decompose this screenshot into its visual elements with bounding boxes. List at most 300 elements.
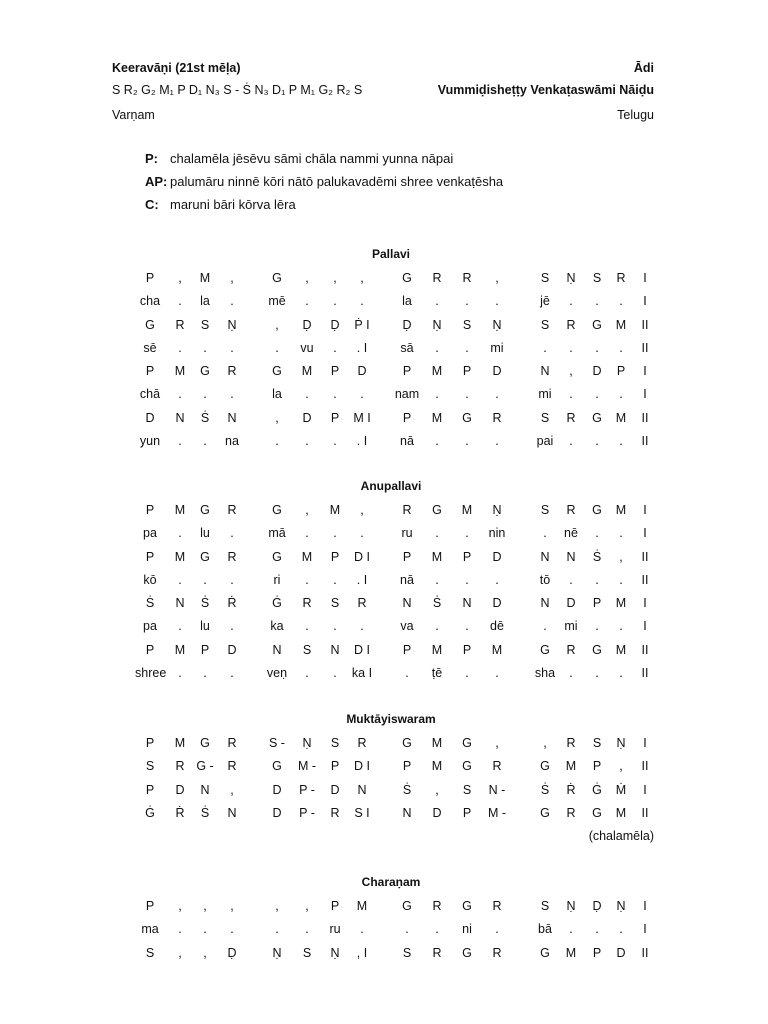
notation-cell: G bbox=[432, 503, 442, 517]
notation-cell: Ṇ bbox=[227, 317, 237, 332]
notation-rows bbox=[0, 732, 768, 825]
notation-cell: . bbox=[595, 619, 599, 634]
notation-cell: . bbox=[619, 619, 623, 634]
notation-cell: G bbox=[462, 736, 472, 750]
section-pallavi bbox=[0, 243, 768, 453]
notation-cell: D bbox=[145, 410, 155, 425]
notation-cell: . bbox=[435, 619, 439, 634]
notation-cell: tō bbox=[539, 572, 551, 587]
notation-cell: . bbox=[203, 434, 207, 449]
bar-line: I bbox=[643, 782, 647, 797]
notation-cell: . bbox=[435, 340, 439, 355]
notation-cell: . bbox=[405, 666, 409, 681]
notation-cell: P bbox=[330, 759, 340, 774]
notation-cell: la bbox=[272, 387, 282, 402]
notation-cell: R bbox=[402, 503, 412, 517]
notation-cell: . bbox=[495, 294, 499, 309]
notation-cell: Ṡ bbox=[402, 782, 412, 797]
notation-cell: N bbox=[566, 549, 576, 564]
notation-cell: D bbox=[616, 945, 626, 960]
notation-cell: pa bbox=[143, 526, 157, 541]
notation-cell: N bbox=[540, 549, 550, 564]
notation-cell: . bbox=[203, 340, 207, 355]
notation-cell: P bbox=[145, 782, 155, 797]
notation-cell: Ṡ bbox=[432, 596, 442, 611]
notation-cell: R bbox=[175, 759, 185, 774]
notation-cell: Ḍ bbox=[330, 317, 340, 332]
notation-row bbox=[0, 615, 768, 638]
notation-cell: M bbox=[431, 759, 443, 774]
bar-line: II bbox=[641, 434, 649, 449]
notation-cell: Ṁ bbox=[615, 782, 627, 797]
notation-cell: R bbox=[462, 271, 472, 285]
notation-cell: , bbox=[230, 782, 234, 797]
notation-cell: M bbox=[431, 410, 443, 425]
notation-cell: R bbox=[492, 945, 502, 960]
notation-cell: D bbox=[227, 642, 237, 657]
notation-row bbox=[0, 337, 768, 360]
composer-name: Vummiḍisheṭṭy Venkaṭaswāmi Nāiḍu bbox=[437, 83, 654, 97]
notation-cell: . bbox=[543, 526, 547, 541]
notation-cell: ma bbox=[141, 922, 159, 937]
notation-cell: M bbox=[565, 945, 577, 960]
notation-cell: . bbox=[230, 526, 234, 541]
notation-cell: R bbox=[492, 899, 502, 913]
notation-cell: G bbox=[592, 317, 602, 332]
notation-cell: S bbox=[592, 271, 602, 285]
notation-cell: . bbox=[619, 340, 623, 355]
notation-row bbox=[0, 383, 768, 406]
notation-cell: . bbox=[569, 387, 573, 402]
notation-cell: . I bbox=[356, 340, 368, 355]
notation-row bbox=[0, 430, 768, 453]
notation-cell: S bbox=[200, 317, 210, 332]
notation-cell: , bbox=[178, 271, 182, 285]
notation-cell: , I bbox=[356, 945, 368, 960]
notation-cell: R bbox=[227, 364, 237, 379]
notation-cell: Ṇ bbox=[272, 945, 282, 960]
notation-cell: G bbox=[462, 410, 472, 425]
notation-row bbox=[0, 360, 768, 383]
notation-cell: . bbox=[619, 526, 623, 541]
notation-cell: . bbox=[203, 572, 207, 587]
notation-cell: ṭē bbox=[431, 666, 443, 681]
notation-cell: P bbox=[200, 642, 210, 657]
notation-cell: P bbox=[592, 945, 602, 960]
notation-cell: Ṇ bbox=[566, 271, 576, 285]
notation-cell: . bbox=[360, 922, 364, 937]
notation-cell: Ṇ bbox=[492, 317, 502, 332]
scale-text: S R₂ G₂ M₁ P D₁ N₃ S - Ṡ N₃ D₁ P M₁ G₂ R₂ S bbox=[112, 83, 363, 97]
notation-cell: D bbox=[175, 782, 185, 797]
notation-cell: . I bbox=[356, 434, 368, 449]
notation-cell: N bbox=[462, 596, 472, 611]
notation-cell: Ḍ bbox=[302, 317, 312, 332]
notation-cell: . bbox=[178, 340, 182, 355]
notation-rows bbox=[0, 267, 768, 453]
notation-cell: . bbox=[435, 434, 439, 449]
bar-line: II bbox=[641, 317, 649, 332]
section-title: Pallavi bbox=[371, 247, 411, 261]
notation-cell: , bbox=[203, 899, 207, 913]
notation-rows bbox=[0, 499, 768, 685]
notation-cell: . bbox=[230, 619, 234, 634]
notation-cell: bā bbox=[538, 922, 552, 937]
language-text: Telugu bbox=[617, 108, 654, 122]
notation-cell: G - bbox=[196, 759, 214, 774]
notation-cell: P bbox=[330, 410, 340, 425]
notation-cell: G bbox=[272, 549, 282, 564]
lyrics-line bbox=[145, 170, 503, 193]
notation-row bbox=[0, 895, 768, 918]
notation-cell: veṇ bbox=[266, 666, 288, 681]
notation-cell: S bbox=[462, 782, 472, 797]
notation-cell: . bbox=[305, 434, 309, 449]
notation-cell: Ṙ bbox=[175, 805, 185, 820]
notation-cell: . bbox=[465, 619, 469, 634]
notation-cell: M bbox=[431, 642, 443, 657]
notation-cell: G bbox=[462, 759, 472, 774]
notation-cell: . bbox=[495, 666, 499, 681]
notation-cell: . bbox=[178, 294, 182, 309]
notation-cell: . bbox=[619, 294, 623, 309]
notation-cell: . bbox=[230, 387, 234, 402]
section-charanam bbox=[0, 871, 768, 965]
notation-row bbox=[0, 592, 768, 615]
notation-cell: ri bbox=[273, 572, 281, 587]
notation-cell: M bbox=[431, 364, 443, 379]
notation-cell: . bbox=[230, 922, 234, 937]
notation-cell: , bbox=[569, 364, 573, 379]
bar-line: II bbox=[641, 410, 649, 425]
notation-cell: . bbox=[305, 572, 309, 587]
notation-cell: . bbox=[619, 666, 623, 681]
notation-cell: R bbox=[302, 596, 312, 611]
notation-cell: Ṇ bbox=[330, 945, 340, 960]
notation-cell: Ṙ bbox=[227, 596, 237, 611]
notation-cell: S bbox=[402, 945, 412, 960]
notation-cell: R bbox=[566, 503, 576, 517]
notation-cell: ka I bbox=[351, 666, 373, 681]
bar-line: II bbox=[641, 805, 649, 820]
notation-cell: lu bbox=[200, 619, 210, 634]
notation-cell: Ṙ bbox=[566, 782, 576, 797]
bar-line: II bbox=[641, 572, 649, 587]
notation-cell: Ṡ bbox=[540, 782, 550, 797]
notation-cell: . bbox=[333, 619, 337, 634]
bar-line: I bbox=[643, 364, 647, 379]
notation-cell: D bbox=[432, 805, 442, 820]
notation-cell: sā bbox=[400, 340, 414, 355]
lyrics-line bbox=[145, 193, 503, 216]
notation-cell: N bbox=[402, 805, 412, 820]
notation-cell: M bbox=[615, 596, 627, 611]
notation-cell: . bbox=[333, 666, 337, 681]
notation-cell: , bbox=[305, 271, 309, 285]
notation-cell: , bbox=[495, 736, 499, 750]
notation-cell: G bbox=[540, 945, 550, 960]
notation-cell: P bbox=[330, 549, 340, 564]
notation-row bbox=[0, 639, 768, 662]
notation-cell: . bbox=[465, 387, 469, 402]
notation-cell: S I bbox=[354, 805, 370, 820]
notation-cell: . bbox=[495, 572, 499, 587]
notation-cell: R bbox=[566, 317, 576, 332]
notation-cell: . bbox=[619, 387, 623, 402]
notation-cell: G bbox=[540, 759, 550, 774]
notation-cell: R bbox=[566, 410, 576, 425]
notation-cell: nā bbox=[400, 434, 414, 449]
notation-cell: . bbox=[230, 572, 234, 587]
notation-cell: D bbox=[272, 782, 282, 797]
notation-cell: M bbox=[199, 271, 211, 285]
notation-cell: Ṇ bbox=[432, 317, 442, 332]
notation-cell: . bbox=[305, 526, 309, 541]
notation-cell: . bbox=[178, 526, 182, 541]
bar-line: II bbox=[641, 759, 649, 774]
notation-cell: Ṇ bbox=[616, 899, 626, 913]
notation-cell: . bbox=[305, 387, 309, 402]
notation-cell: R bbox=[357, 736, 367, 750]
notation-cell: , bbox=[543, 736, 547, 750]
notation-cell: S bbox=[540, 899, 550, 913]
notation-row bbox=[0, 407, 768, 430]
notation-cell: D bbox=[302, 410, 312, 425]
notation-cell: N - bbox=[488, 782, 506, 797]
notation-cell: P bbox=[462, 642, 472, 657]
notation-cell: , bbox=[275, 899, 279, 913]
notation-cell: Ṇ bbox=[566, 899, 576, 913]
notation-cell: S bbox=[462, 317, 472, 332]
notation-cell: S - bbox=[269, 736, 285, 750]
notation-cell: ni bbox=[462, 922, 472, 937]
notation-cell: . bbox=[595, 572, 599, 587]
bar-line: I bbox=[643, 503, 647, 517]
notation-cell: R bbox=[492, 410, 502, 425]
notation-cell: . bbox=[203, 922, 207, 937]
notation-cell: va bbox=[400, 619, 414, 634]
lyrics-line bbox=[145, 147, 503, 170]
notation-cell: G bbox=[592, 503, 602, 517]
section-muktayiswaram bbox=[0, 708, 768, 848]
notation-cell: P - bbox=[299, 805, 315, 820]
notation-cell: M bbox=[174, 503, 186, 517]
notation-cell: . bbox=[178, 572, 182, 587]
notation-cell: , bbox=[275, 410, 279, 425]
notation-cell: Ḍ bbox=[402, 317, 412, 332]
notation-cell: yun bbox=[139, 434, 161, 449]
notation-cell: R bbox=[330, 805, 340, 820]
notation-cell: chā bbox=[139, 387, 161, 402]
notation-row bbox=[0, 522, 768, 545]
notation-cell: . bbox=[619, 572, 623, 587]
notation-cell: N bbox=[272, 642, 282, 657]
notation-cell: N bbox=[175, 596, 185, 611]
notation-cell: N bbox=[330, 642, 340, 657]
notation-cell: . bbox=[275, 922, 279, 937]
notation-cell: Ṡ bbox=[200, 410, 210, 425]
notation-cell: P bbox=[462, 364, 472, 379]
notation-cell: . bbox=[543, 619, 547, 634]
notation-cell: . bbox=[435, 922, 439, 937]
bar-line: I bbox=[643, 596, 647, 611]
notation-cell: . bbox=[495, 922, 499, 937]
notation-cell: S bbox=[330, 736, 340, 750]
lyrics-label: P: bbox=[145, 151, 158, 166]
notation-cell: P bbox=[402, 642, 412, 657]
notation-row bbox=[0, 755, 768, 778]
notation-cell: M - bbox=[487, 805, 507, 820]
notation-cell: dē bbox=[490, 619, 504, 634]
notation-cell: M bbox=[615, 410, 627, 425]
notation-row bbox=[0, 314, 768, 337]
notation-cell: ru bbox=[329, 922, 341, 937]
notation-cell: S bbox=[145, 759, 155, 774]
bar-line: II bbox=[641, 340, 649, 355]
notation-cell: , bbox=[305, 899, 309, 913]
notation-cell: P - bbox=[299, 782, 315, 797]
notation-cell: , bbox=[360, 271, 364, 285]
notation-cell: M bbox=[615, 317, 627, 332]
notation-cell: . bbox=[305, 666, 309, 681]
notation-cell: M bbox=[615, 503, 627, 517]
notation-cell: shree bbox=[135, 666, 167, 681]
notation-cell: N bbox=[540, 364, 550, 379]
notation-cell: S bbox=[540, 503, 550, 517]
notation-cell: P bbox=[402, 759, 412, 774]
notation-cell: . bbox=[595, 387, 599, 402]
notation-cell: . bbox=[178, 434, 182, 449]
notation-cell: . bbox=[465, 294, 469, 309]
notation-cell: cha bbox=[139, 294, 161, 309]
notation-cell: G bbox=[462, 945, 472, 960]
notation-cell: N bbox=[200, 782, 210, 797]
notation-cell: . bbox=[619, 434, 623, 449]
notation-cell: G bbox=[272, 503, 282, 517]
section-title: Anupallavi bbox=[360, 479, 422, 493]
notation-cell: , bbox=[435, 782, 439, 797]
notation-cell: , bbox=[619, 759, 623, 774]
notation-cell: . bbox=[465, 434, 469, 449]
notation-cell: , bbox=[333, 271, 337, 285]
notation-row bbox=[0, 499, 768, 522]
bar-line: I bbox=[643, 736, 647, 750]
notation-cell: R bbox=[566, 736, 576, 750]
notation-cell: R bbox=[432, 899, 442, 913]
notation-cell: G bbox=[200, 364, 210, 379]
notation-cell: M bbox=[615, 805, 627, 820]
notation-cell: P bbox=[145, 736, 155, 750]
notation-cell: . bbox=[569, 294, 573, 309]
notation-cell: G bbox=[272, 364, 282, 379]
notation-cell: nin bbox=[488, 526, 506, 541]
notation-row bbox=[0, 918, 768, 941]
notation-cell: M bbox=[461, 503, 473, 517]
notation-cell: M bbox=[329, 503, 341, 517]
notation-cell: S bbox=[592, 736, 602, 750]
notation-cell: P bbox=[145, 549, 155, 564]
notation-row bbox=[0, 546, 768, 569]
notation-cell: D bbox=[272, 805, 282, 820]
notation-cell: D bbox=[592, 364, 602, 379]
notation-cell: . bbox=[230, 340, 234, 355]
notation-cell: P bbox=[402, 364, 412, 379]
notation-cell: . bbox=[595, 434, 599, 449]
notation-cell: Ġ bbox=[145, 805, 155, 820]
notation-cell: Ṗ I bbox=[354, 317, 370, 332]
notation-cell: Ṡ bbox=[592, 549, 602, 564]
notation-cell: M - bbox=[297, 759, 317, 774]
notation-cell: , bbox=[275, 317, 279, 332]
notation-cell: G bbox=[200, 736, 210, 750]
notation-cell: . bbox=[178, 922, 182, 937]
notation-cell: M I bbox=[353, 410, 371, 425]
notation-cell: P bbox=[462, 805, 472, 820]
notation-cell: P bbox=[402, 410, 412, 425]
notation-cell: M bbox=[565, 759, 577, 774]
notation-cell: . bbox=[595, 666, 599, 681]
notation-cell: . bbox=[333, 294, 337, 309]
bar-line: I bbox=[643, 899, 647, 913]
notation-cell: . bbox=[595, 294, 599, 309]
notation-cell: P bbox=[330, 364, 340, 379]
notation-cell: sha bbox=[534, 666, 556, 681]
bar-line: I bbox=[643, 922, 647, 937]
notation-cell: M bbox=[301, 364, 313, 379]
notation-cell: D bbox=[492, 596, 502, 611]
notation-cell: Ṡ bbox=[200, 596, 210, 611]
notation-cell: Ṇ bbox=[616, 736, 626, 750]
notation-cell: M bbox=[356, 899, 368, 913]
notation-cell: . I bbox=[356, 572, 368, 587]
section-title: Muktāyiswaram bbox=[346, 712, 436, 726]
notation-cell: . bbox=[435, 387, 439, 402]
notation-cell: G bbox=[145, 317, 155, 332]
notation-cell: mē bbox=[268, 294, 286, 309]
notation-cell: N bbox=[357, 782, 367, 797]
notation-cell: vu bbox=[300, 340, 314, 355]
notation-cell: M bbox=[431, 736, 443, 750]
notation-cell: G bbox=[402, 899, 412, 913]
notation-cell: P bbox=[145, 899, 155, 913]
notation-cell: Ġ bbox=[272, 596, 282, 611]
notation-cell: P bbox=[592, 759, 602, 774]
notation-cell: , bbox=[230, 271, 234, 285]
notation-cell: . bbox=[360, 526, 364, 541]
notation-cell: S bbox=[540, 317, 550, 332]
notation-cell: . bbox=[595, 526, 599, 541]
notation-cell: mā bbox=[268, 526, 286, 541]
notation-cell: M bbox=[431, 549, 443, 564]
notation-cell: S bbox=[540, 271, 550, 285]
notation-cell: ka bbox=[270, 619, 284, 634]
notation-cell: . bbox=[203, 666, 207, 681]
notation-cell: R bbox=[566, 805, 576, 820]
notation-cell: , bbox=[619, 549, 623, 564]
notation-cell: S bbox=[330, 596, 340, 611]
notation-cell: . bbox=[178, 619, 182, 634]
notation-cell: P bbox=[616, 364, 626, 379]
notation-cell: . bbox=[465, 572, 469, 587]
bar-line: I bbox=[643, 526, 647, 541]
notation-cell: R bbox=[227, 759, 237, 774]
notation-cell: . bbox=[435, 526, 439, 541]
notation-cell: kō bbox=[143, 572, 157, 587]
notation-cell: , bbox=[203, 945, 207, 960]
notation-cell: , bbox=[360, 503, 364, 517]
notation-cell: . bbox=[543, 340, 547, 355]
notation-cell: . bbox=[569, 572, 573, 587]
